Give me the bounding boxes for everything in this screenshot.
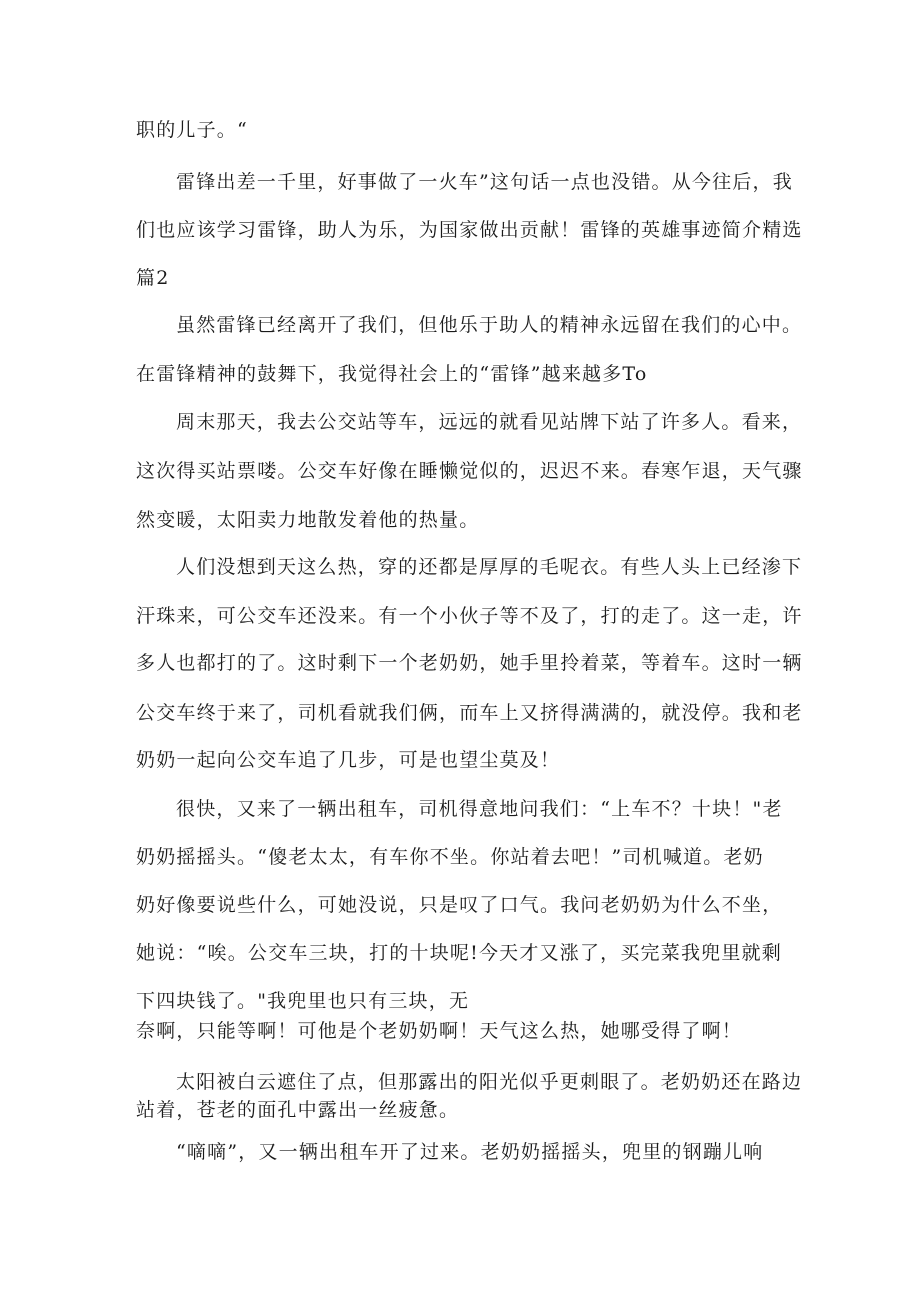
text-line: 很快，又来了一辆出租车，司机得意地问我们：“上车不？十块！"老 [176, 798, 783, 820]
text-line: 雷锋出差一千里，好事做了一火车”这句话一点也没错。从今往后，我 [176, 171, 793, 193]
text-line: 站着，苍老的面孔中露出一丝疲惫。 [136, 1099, 460, 1121]
text-line: 她说：“唉。公交车三块，打的十块呢!今天才又涨了，买完菜我兜里就剩 [136, 942, 782, 964]
text-line: 周末那天，我去公交站等车，远远的就看见站牌下站了许多人。看来， [176, 411, 803, 433]
text-line: 这次得买站票喽。公交车好像在睡懒觉似的，迟迟不来。春寒乍退，天气骤 [136, 460, 803, 482]
text-line: “嘀嘀”，又一辆出租车开了过来。老奶奶摇摇头，兜里的钢蹦儿响 [176, 1141, 764, 1163]
text-line: 然变暖，太阳卖力地散发着他的热量。 [136, 509, 480, 531]
text-line: 汗珠来，可公交车还没来。有一个小伙子等不及了，打的走了。这一走，许 [136, 605, 803, 627]
text-line: 太阳被白云遮住了点，但那露出的阳光似乎更刺眼了。老奶奶还在路边 [176, 1071, 803, 1093]
text-line: 篇2 [136, 267, 170, 289]
text-line: 们也应该学习雷锋，助人为乐，为国家做出贡献！雷锋的英雄事迹简介精选 [136, 219, 803, 241]
text-line: 奶奶一起向公交车追了几步，可是也望尘莫及！ [136, 749, 561, 771]
text-line: 职的儿子。“ [136, 119, 248, 141]
text-line: 下四块钱了。"我兜里也只有三块，无 [136, 990, 470, 1012]
text-line: 奶好像要说些什么，可她没说，只是叹了口气。我问老奶奶为什么不坐， [136, 894, 783, 916]
text-line: 在雷锋精神的鼓舞下，我觉得社会上的“雷锋”越来越多To [136, 363, 648, 385]
text-line: 公交车终于来了，司机看就我们俩，而车上又挤得满满的，就没停。我和老 [136, 702, 803, 724]
text-line: 奶奶摇摇头。“傻老太太，有车你不坐。你站着去吧！”司机喊道。老奶 [136, 846, 764, 868]
text-line: 奈啊，只能等啊！可他是个老奶奶啊！天气这么热，她哪受得了啊！ [136, 1020, 743, 1042]
text-line: 人们没想到天这么热，穿的还都是厚厚的毛呢衣。有些人头上已经渗下 [176, 556, 803, 578]
text-line: 虽然雷锋已经离开了我们，但他乐于助人的精神永远留在我们的心中。 [176, 314, 803, 336]
text-line: 多人也都打的了。这时剩下一个老奶奶，她手里拎着菜，等着车。这时一辆 [136, 652, 803, 674]
